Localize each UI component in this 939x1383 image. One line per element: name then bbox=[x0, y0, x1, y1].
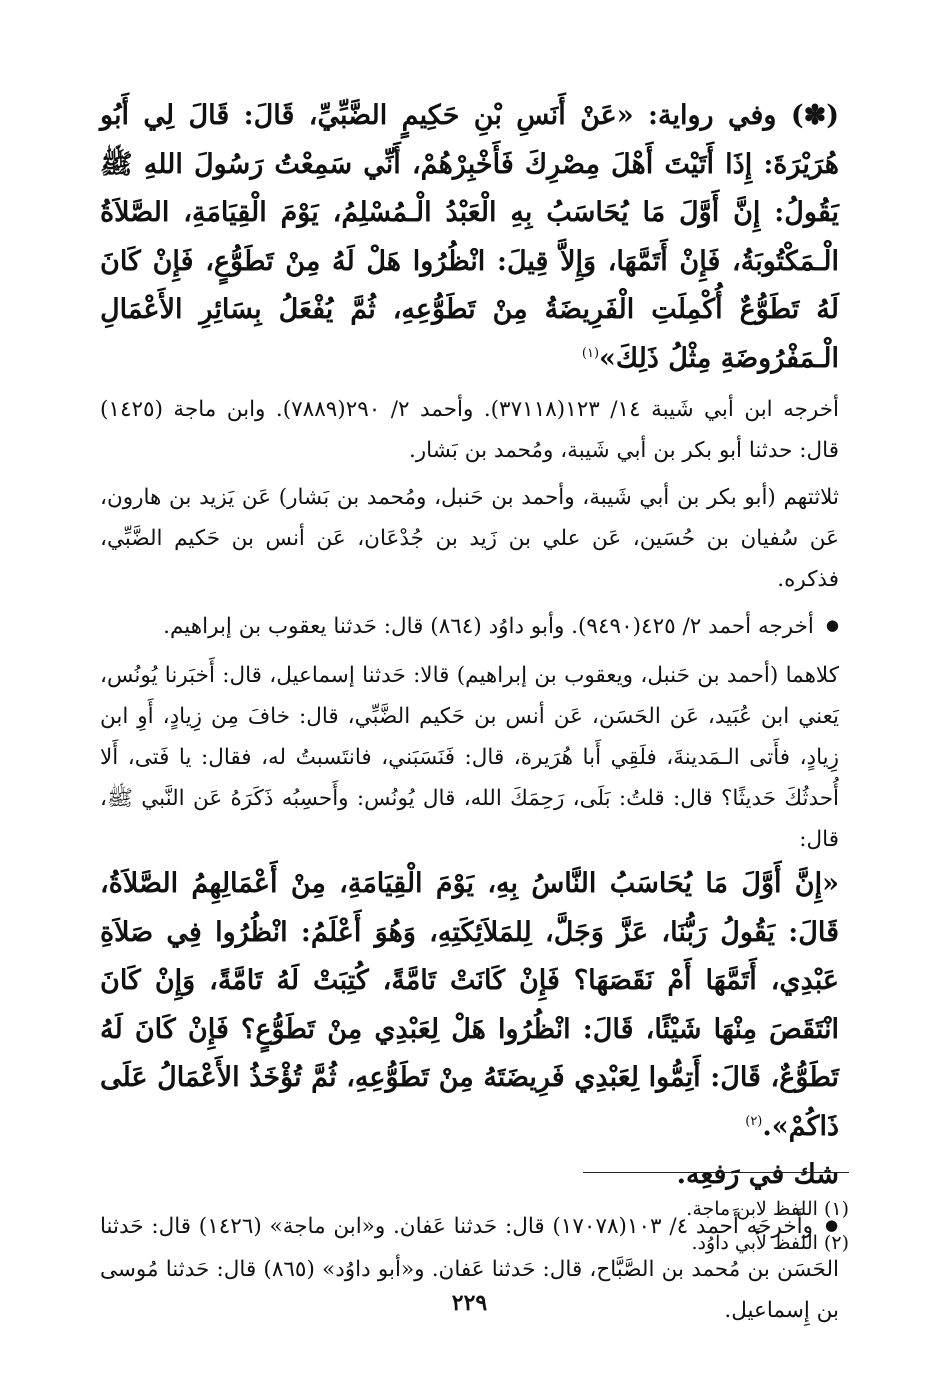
page-number: ٢٢٩ bbox=[451, 1290, 488, 1316]
takhrij-paragraph: أخرجه ابن أبي شَيبة ١٤/ ١٢٣(٣٧١١٨). وأحمد ٢/ ٢٩٠(٧٨٨٩). وابن ماجة (١٤٢٥) قال: حدثنا أبو بكر بن أبي شَيبة، ومُحمد بن بَشار. bbox=[100, 397, 840, 463]
footnote-marker-2: (٢) bbox=[745, 1113, 763, 1129]
chain-paragraph: ثلاثتهم (أبو بكر بن أبي شَيبة، وأحمد بن حَنبل، ومُحمد بن بَشار) عَن يَزيد بن هارون، عَن سُفيان بن حُسَين، عَن علي بن زَيد بن جُدْعَان، عَن أنس بن حَكيم الضَّبِّي، فذكره. bbox=[100, 485, 839, 592]
footnote-1: (١) اللفظ لابن ماجة. bbox=[686, 1198, 849, 1220]
footnotes bbox=[149, 1192, 849, 1260]
footnote-2: (٢) اللفظ لأَبي داوُد. bbox=[691, 1232, 849, 1254]
hadith-variant-paragraph: (✽) وفي رواية: «عَنْ أَنَسِ بْنِ حَكِيمٍ الضَّبِّيِّ، قَالَ: قَالَ لِي أَبُو هُرَيْرَةَ: إِذَا أَتَيْتَ أَهْلَ مِصْرِكَ فَأَخْبِرْهُمْ، أَنِّي سَمِعْتُ رَسُولَ اللهِ ﷺ يَقُولُ: إِنَّ أَوَّلَ مَا يُحَاسَبُ بِهِ الْعَبْدُ الْـمُسْلِمُ، يَوْمَ الْقِيَامَةِ، الصَّلاَةُ الْـمَكْتُوبَةُ، فَإِنْ أَتَمَّهَا، وَإِلاَّ قِيلَ: انْظُرُوا هَلْ لَهُ مِنْ تَطَوُّعٍ، فَإِنْ كَانَ لَهُ تَطَوُّعٌ أُكْمِلَتِ الْفَرِيضَةُ مِنْ تَطَوُّعِهِ، ثُمَّ يُفْعَلُ بِسَائِرِ الأَعْمَالِ الْـمَفْرُوضَةِ مِثْلُ ذَلِكَ»$^{(١)}$ bbox=[100, 100, 839, 374]
doubt-note: شك في رَفعِه. bbox=[676, 1159, 839, 1190]
takhrij-bullet-paragraph: ● أخرجه أحمد ٢/ ٤٢٥(٩٤٩٠). وأبو داوُد (٨٦٤) قال: حَدثنا يعقوب بن إبراهيم. bbox=[100, 606, 839, 649]
footnote-marker-1: (١) bbox=[581, 345, 600, 361]
hadith-text-paragraph: «إِنَّ أَوَّلَ مَا يُحَاسَبُ النَّاسُ بِهِ، يَوْمَ الْقِيَامَةِ، مِنْ أَعْمَالِهِمُ الصَّلاَةُ، قَالَ: يَقُولُ رَبُّنَا، عَزَّ وَجَلَّ، لِلمَلاَئِكَتِهِ، وَهُوَ أَعْلَمُ: انْظُرُوا فِي صَلاَةِ عَبْدِي، أَتَمَّهَا أَمْ نَقَصَهَا؟ فَإِنْ كَانَتْ تَامَّةً، كُتِبَتْ لَهُ تَامَّةً، وَإِنْ كَانَ انْتَقَصَ مِنْهَا شَيْئًا، قَالَ: انْظُرُوا هَلْ لِعَبْدِي مِنْ تَطَوُّعٍ؟ فَإِنْ كَانَ لَهُ تَطَوُّعٌ، قَالَ: أَتِمُّوا لِعَبْدِي فَرِيضَتَهُ مِنْ تَطَوُّعِهِ، ثُمَّ تُؤْخَذُ الأَعْمَالُ عَلَى ذَاكُمْ».$^{(٢)}$ bbox=[100, 868, 839, 1142]
takhrij-bullet-paragraph-2: ● وأَخرجَه أَحمد ٤/ ١٠٣(١٧٠٧٨) قال: حَدثنا عَفان. و«ابن ماجة» (١٤٢٦) قال: حَدثنا الحَسَن بن مُحمد بن الصَّبَّاح، قال: حَدثنا عَفان. و«أبو داوُد» (٨٦٥) قال: حَدثنا مُوسى بن إِسماعيل. bbox=[100, 1206, 839, 1331]
narration-paragraph: كلاهما (أحمد بن حَنبل، ويعقوب بن إبراهيم) قالا: حَدثنا إسماعيل، قال: أَخبَرنا يُونُس، يَعني ابن عُبَيد، عَن الحَسَن، عَن أنس بن حَكيم الضَّبِّي، قال: خافَ مِن زِيادٍ، أَوِ ابن زِيادٍ، فأَتى الـمَدينةَ، فلَقِي أَبا هُرَيرة، قال: فَنَسَبَني، فانتَسبتُ له، فقال: يا فَتى، أَلا أُحدثُكَ حَديثًا؟ قال: قلتُ: بَلَى، رَحِمَكَ الله، قال يُونُس: وأَحسِبُه ذَكَرَهُ عَن النَّبي ﷺ، قال: bbox=[100, 663, 839, 852]
footnote-divider bbox=[583, 1172, 849, 1173]
